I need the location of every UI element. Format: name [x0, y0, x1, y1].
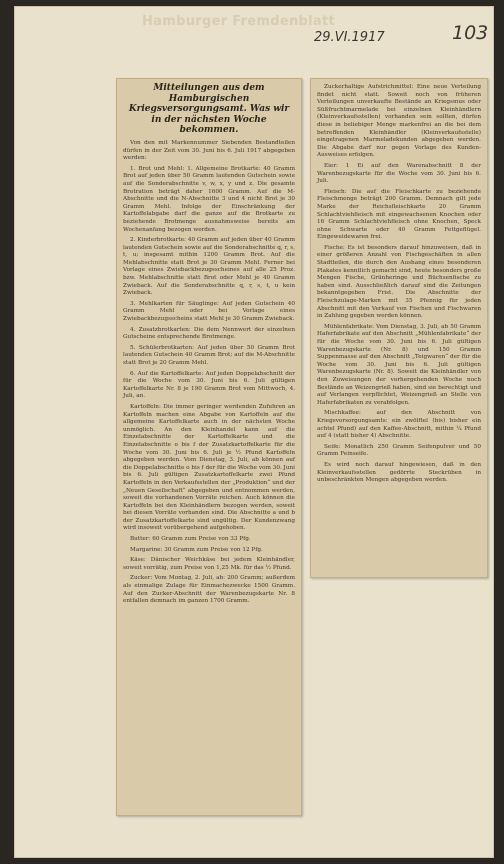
- article-paragraph: Zucker: Vom Montag, 2. Juli, ab: 200 Gramm; außerdem als einmalige Zulage für Einmachezwecke 1500 Gramm. Auf den Zucker-Abschnitt der Warenbezugskarte Nr. 8 entfallen demnach im ganzen 1700 Gramm.: [123, 575, 295, 605]
- article-paragraph: Von den mit Markennummer Siebenden Bestandteilen dürfen in der Zeit vom 30. Juni bis 6. Juli 1917 abgegeben werden:: [123, 139, 295, 162]
- article-paragraph: 2. Kinderbrotkarte: 40 Gramm auf jeden über 40 Gramm lautenden Gutschein sowie auf die Sonderabschnitte q, r, s, t, u; insgesamt mithin 1200 Gramm Brot. Auf die Mehlabschnitte statt Brot je 30 Gramm Mehl. Ferner bei Vorlage eines Zwiebackbezugsscheines auf alle 25 Proz. bzw. Mehlabschnitte statt Brot oder Mehl je 40 Gramm Zwieback. Auf die Sonderabschnitte q, r, s, t, u kein Zwieback.: [123, 237, 295, 297]
- article-paragraph: 3. Mehlkarten für Säuglinge: Auf jeden Gutschein 40 Gramm Mehl oder bei Vorlage eines Zwiebackbezugsscheins statt Mehl je 30 Gramm Zwieback.: [123, 300, 295, 323]
- newspaper-masthead: Hamburger Fremdenblatt: [142, 14, 335, 29]
- article-paragraph: 6. Auf die Kartoffelkarte: Auf jeden Doppelabschnitt der für die Woche vom 30. Juni bis 6. Juli gültigen Kartoffelkarte Nr. 8 je 190 Gramm Brot vom Mittwoch, 4. Juli, an.: [123, 370, 295, 400]
- article-paragraph: Mischkaffee: auf den Abschnitt von Kriegsvorsorgungsamts: ein zwölftel (bis) bisher ein achtel Pfund) auf den Kaffee-Abschnitt, mithin ¼ Pfund auf 4 (statt bisher 4) Abschnitte.: [317, 410, 481, 440]
- article-paragraph: 1. Brot und Mehl: 1. Allgemeine Brotkarte: 40 Gramm Brot auf jeden über 50 Gramm lautenden Gutschein sowie auf die Sonderabschnitte v, w, x, y und z. Die gesamte Brotration beträgt daher 1600 Gramm. Auf die M-Abschnitte und die N-Abschnitte 3 und 4 nicht Brot je 30 Gramm Mehl. Infolge der Einschränkung der Kartoffelabgabe darf die ganze auf die Brotkarte zu beziehende Brotmenge ausnahmsweise bereits am Wochenanfang bezogen werden.: [123, 165, 295, 233]
- article-paragraph: Margarine: 30 Gramm zum Preise von 12 Pfg.: [130, 546, 263, 553]
- article-paragraph: Butter: 60 Gramm zum Preise von 33 Pfg.: [130, 536, 251, 543]
- article-paragraph: Kartoffeln: Die immer geringer werdenden Zufuhren an Kartoffeln machen eine Abgabe von Kartoffeln auf die allgemeine Kartoffelkarte auch in der nächsten Woche unmöglich. An den Kleinhandel kann auf die Einzelabschnitte der Kartoffelkarte und die Einzelabschnitte o bis f der Zusatzkartoffelkarte für die Woche vom 30. Juni bis 6. Juli je ½ Pfund Kartoffeln abgegeben werden. Vom Dienstag, 3. Juli, ab können auf die Doppelabschnitte o bis f der für die Woche vom 30. Juni bis 6. Juli gültigen Zusatzkartoffelkarte zwei Pfund Kartoffeln in den Verkaufsstellen der „Produktion“ und der „Neuen Gesellschaft“ abgegeben und entnommen werden, soweit die vorhandenen Vorräte reichen. Auch können die Kartoffeln bei den Kleinhändlern bezogen werden, soweit bei diesen Vorräte vorhanden sind. Die Abschnitte a und b der Zusatzkartoffelkarte sind ungültig. Der Kundenzwang wird insoweit vorübergehend aufgehoben.: [123, 403, 295, 532]
- article-paragraph: Käse: Dänischer Weichkäse bei jedem Kleinhändler, soweit vorrätig, zum Preise von 1,25 Mk. für das ½ Pfund.: [123, 557, 295, 571]
- article-title: Mitteilungen aus dem Hamburgischen Kriegsversorgungsamt. Was wir in der nächsten Woche bekommen.: [128, 83, 290, 136]
- archive-sheet: [14, 6, 494, 858]
- article-paragraph: Zuckerhaltige Aufstrichmittel: Eine neue Verteilung findet nicht statt. Soweit noch von früheren Verteilungen unverkaufte Bestände an Kriegsmus oder Süßfruchtmarmelade bei einzelnen Kleinhändlern (Kleinverkaufsstellen) vorhanden sein sollten, dürfen diese in beliebiger Menge markenfrei an die bei dem betreffenden Kleinhändler (Kleinverkaufsstelle) eingetragenen Marmeladekunden abgegeben werden. Die Abgabe darf nur gegen Vorlage des Kunden-Ausweises erfolgen.: [317, 84, 481, 159]
- newspaper-clipping-left: [116, 78, 302, 816]
- article-paragraph: Seife: Monatlich 250 Gramm Seifenpulver und 50 Gramm Feinseife.: [317, 443, 481, 458]
- handwritten-page-number: 103: [452, 22, 489, 44]
- article-paragraph: Es wird noch darauf hingewiesen, daß in den Kleinverkaufsstellen gedörrte Steckrüben in unbeschränkten Mengen abgegeben werden.: [317, 461, 481, 484]
- handwritten-date: 29.VI.1917: [314, 30, 385, 45]
- newspaper-clipping-right: [310, 78, 488, 578]
- article-paragraph: 5. Schülerbrotkarten: Auf jeden über 50 Gramm Brot lautenden Gutschein 40 Gramm Brot; auf die M-Abschnitte statt Brot je 20 Gramm Mehl.: [123, 344, 295, 366]
- article-paragraph: Eier: 1 Ei auf den Warenabschnitt 8 der Warenbezugskarte für die Woche vom 30. Juni bis 6. Juli.: [317, 162, 481, 185]
- article-paragraph: Fleisch: Die auf die Fleischkarte zu beziehende Fleischmenge beträgt 200 Gramm. Demnach gilt jede Marke der Reichsfleischkarte 20 Gramm Schlachtviehfleisch mit eingewachsenen Knochen oder 16 Gramm Schlachtviehfleisch ohne Knochen, Speck ohne Schwarte oder 40 Gramm Fettgeflügel. Eingeweidewaren frei.: [317, 188, 481, 241]
- article-paragraph: Fische: Es ist besonders darauf hinzuweisen, daß in einer größeren Anzahl von Fischgeschäften in allen Stadtteilen, die durch den Aushang eines besonderen Plakates kenntlich gemacht sind, heute besonders große Mengen Fische, Grünheringe und Büchsenfische zu haben sind. Ausschließlich darauf sind die Zeitungen bekanntgegeben Frist. Die Abschnitte der Fleischzulage-Marken mit 35 Pfennig für jeden Abschnitt mit den Verkauf von Fischen und Fischwaren in Zahlung gegeben werden können.: [317, 244, 481, 320]
- article-paragraph: 4. Zusatzbrotkarten: Die dem Nennwert der einzelnen Gutscheine entsprechende Brotmenge.: [123, 326, 295, 341]
- article-paragraph: Mühlenfabrikate: Vom Dienstag, 3. Juli, ab 50 Gramm Haferfabrikate auf den Abschnitt „Mühlenfabrikate“ der für die Woche vom 30. Juni bis 6. Juli gültigen Warenbezugskarte (Nr. 8) und 150 Gramm Suppenmasse auf den Abschnitt „Teigwaren“ der für die Woche vom 30. Juni bis 6. Juli gültigen Warenbezugskarte (Nr. 8). Soweit die Kleinhändler von den Zuweisungen der vorhergehenden Woche noch Bestände an Weizengrieß haben, sind sie berechtigt und auf Verlangen verpflichtet, Weizengrieß an Stelle von Haferfabrikaten zu verabfolgen.: [317, 323, 481, 406]
